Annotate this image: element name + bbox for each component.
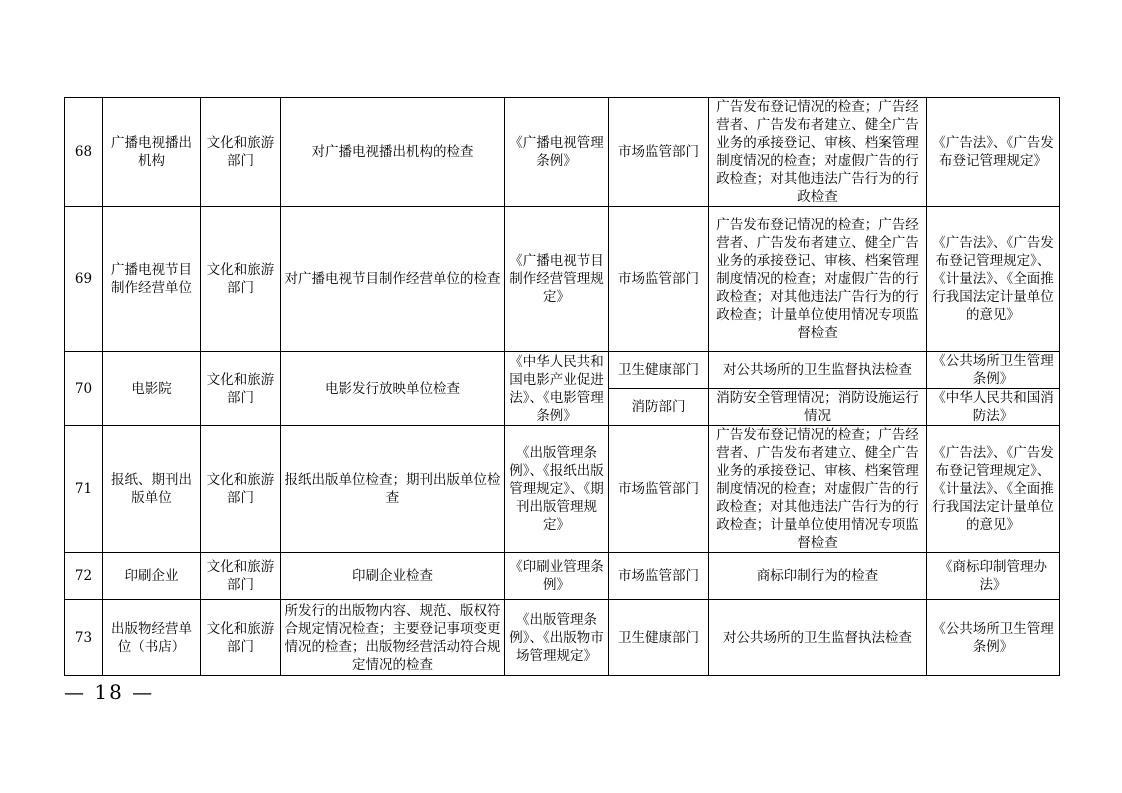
inspection-subject: 广播电视节目制作经营单位 — [103, 207, 201, 352]
legal-basis: 《出版管理条例》、《报纸出版管理规定》、《期刊出版管理规定》 — [505, 426, 609, 553]
inspection-item: 电影发行放映单位检查 — [281, 352, 505, 426]
inspection-item: 对广播电视节目制作经营单位的检查 — [281, 207, 505, 352]
joint-basis: 《中华人民共和国消防法》 — [927, 389, 1060, 426]
row-number: 70 — [65, 352, 103, 426]
joint-department: 卫生健康部门 — [609, 600, 709, 676]
table-row — [65, 426, 1060, 553]
joint-basis: 《商标印制管理办法》 — [927, 553, 1060, 600]
table-row — [65, 207, 1060, 352]
joint-basis: 《广告法》、《广告发布登记管理规定》、《计量法》、《全面推行我国法定计量单位的意见》 — [927, 426, 1060, 553]
table-row — [65, 98, 1060, 207]
inspection-table — [64, 97, 1060, 676]
joint-content: 对公共场所的卫生监督执法检查 — [709, 352, 927, 389]
lead-department: 文化和旅游部门 — [201, 98, 281, 207]
legal-basis: 《广播电视管理条例》 — [505, 98, 609, 207]
inspection-subject: 出版物经营单位（书店） — [103, 600, 201, 676]
inspection-item: 报纸出版单位检查；期刊出版单位检查 — [281, 426, 505, 553]
legal-basis: 《印刷业管理条例》 — [505, 553, 609, 600]
inspection-subject: 电影院 — [103, 352, 201, 426]
joint-department: 市场监管部门 — [609, 207, 709, 352]
joint-department: 卫生健康部门 — [609, 352, 709, 389]
legal-basis: 《广播电视节目制作经营管理规定》 — [505, 207, 609, 352]
table-row — [65, 553, 1060, 600]
joint-department: 市场监管部门 — [609, 426, 709, 553]
lead-department: 文化和旅游部门 — [201, 553, 281, 600]
row-number: 71 — [65, 426, 103, 553]
joint-content: 商标印制行为的检查 — [709, 553, 927, 600]
inspection-item: 对广播电视播出机构的检查 — [281, 98, 505, 207]
joint-content: 广告发布登记情况的检查；广告经营者、广告发布者建立、健全广告业务的承接登记、审核、档案管理制度情况的检查；对虚假广告的行政检查；对其他违法广告行为的行政检查；计量单位使用情况专项监督检查 — [709, 426, 927, 553]
lead-department: 文化和旅游部门 — [201, 600, 281, 676]
joint-content: 消防安全管理情况；消防设施运行情况 — [709, 389, 927, 426]
joint-content: 广告发布登记情况的检查；广告经营者、广告发布者建立、健全广告业务的承接登记、审核、档案管理制度情况的检查；对虚假广告的行政检查；对其他违法广告行为的行政检查；计量单位使用情况专项监督检查 — [709, 207, 927, 352]
table-row — [65, 352, 1060, 389]
legal-basis: 《出版管理条例》、《出版物市场管理规定》 — [505, 600, 609, 676]
joint-basis: 《公共场所卫生管理条例》 — [927, 600, 1060, 676]
inspection-subject: 报纸、期刊出版单位 — [103, 426, 201, 553]
row-number: 72 — [65, 553, 103, 600]
row-number: 68 — [65, 98, 103, 207]
inspection-subject: 广播电视播出机构 — [103, 98, 201, 207]
joint-basis: 《广告法》、《广告发布登记管理规定》 — [927, 98, 1060, 207]
lead-department: 文化和旅游部门 — [201, 207, 281, 352]
joint-department: 市场监管部门 — [609, 98, 709, 207]
lead-department: 文化和旅游部门 — [201, 426, 281, 553]
joint-basis: 《公共场所卫生管理条例》 — [927, 352, 1060, 389]
joint-content: 对公共场所的卫生监督执法检查 — [709, 600, 927, 676]
lead-department: 文化和旅游部门 — [201, 352, 281, 426]
inspection-item: 印刷企业检查 — [281, 553, 505, 600]
joint-department: 消防部门 — [609, 389, 709, 426]
joint-department: 市场监管部门 — [609, 553, 709, 600]
inspection-item: 所发行的出版物内容、规范、版权符合规定情况检查；主要登记事项变更情况的检查；出版物经营活动符合规定情况的检查 — [281, 600, 505, 676]
row-number: 73 — [65, 600, 103, 676]
joint-content: 广告发布登记情况的检查；广告经营者、广告发布者建立、健全广告业务的承接登记、审核、档案管理制度情况的检查；对虚假广告的行政检查；对其他违法广告行为的行政检查 — [709, 98, 927, 207]
inspection-subject: 印刷企业 — [103, 553, 201, 600]
joint-basis: 《广告法》、《广告发布登记管理规定》、《计量法》、《全面推行我国法定计量单位的意见》 — [927, 207, 1060, 352]
page-number: — 18 — — [64, 680, 155, 704]
table-row — [65, 600, 1060, 676]
row-number: 69 — [65, 207, 103, 352]
legal-basis: 《中华人民共和国电影产业促进法》、《电影管理条例》 — [505, 352, 609, 426]
